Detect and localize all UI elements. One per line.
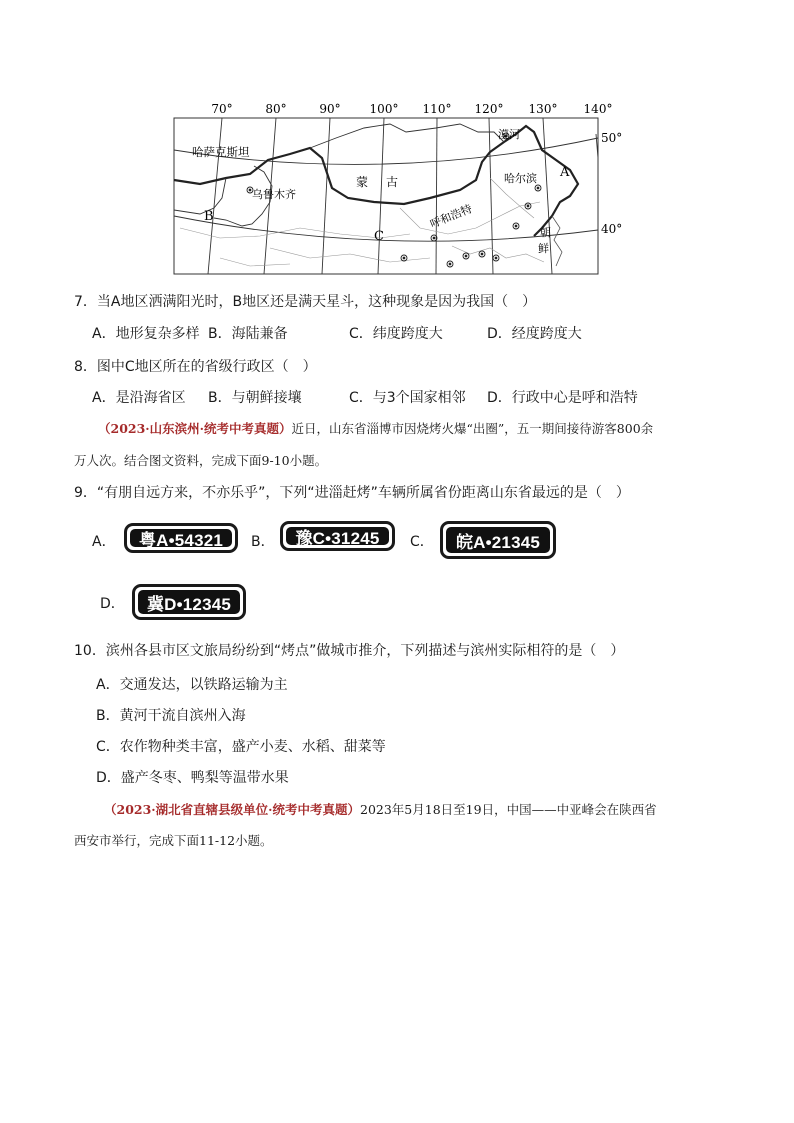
map-label-hohhot: 呼和浩特 (428, 202, 474, 231)
map-label-mohe: 漠河 (498, 128, 520, 141)
question-8-option-c: C．与3个国家相邻 (349, 390, 466, 406)
lon-label: 140° (583, 102, 613, 116)
source-text: 近日，山东省淄博市因烧烤火爆“出圈”，五一期间接待游客800余 (291, 421, 654, 436)
map-figure (160, 98, 630, 278)
lon-label: 130° (528, 102, 558, 116)
question-7-option-b: B．海陆兼备 (208, 326, 288, 342)
source-note-2-line2: 西安市举行，完成下面11-12小题。 (74, 833, 273, 848)
map-label-harbin: 哈尔滨 (504, 172, 537, 185)
lon-label: 120° (474, 102, 504, 116)
lon-label: 90° (319, 102, 341, 116)
map-point-a: A (560, 165, 570, 180)
map-label-urumqi: 乌鲁木齐 (252, 188, 296, 201)
license-plate-b (280, 521, 395, 551)
source-tag: （2023·湖北省直辖县级单位·统考中考真题） (104, 802, 360, 817)
source-text: 2023年5月18日至19日，中国——中亚峰会在陕西省 (360, 802, 657, 817)
plate-text: 豫C•31245 (286, 527, 389, 545)
map-svg (160, 98, 630, 278)
question-10-stem: 10．滨州各县市区文旅局纷纷到“烤点”做城市推介，下列描述与滨州实际相符的是（ ） (74, 643, 625, 659)
question-8-stem: 8．图中C地区所在的省级行政区（ ） (74, 359, 317, 375)
question-9-option-b-label: B． (251, 534, 275, 550)
source-note-1 (98, 420, 653, 438)
source-tag: （2023·山东滨州·统考中考真题） (98, 421, 292, 436)
question-9-option-a-label: A． (92, 534, 116, 550)
license-plate-c (440, 521, 556, 559)
question-9-option-c-label: C． (410, 534, 434, 550)
question-10-option-b: B．黄河干流自滨州入海 (96, 708, 246, 724)
map-point-b: B (204, 209, 214, 224)
question-7-option-a: A．地形复杂多样 (92, 326, 200, 342)
lon-label: 110° (422, 102, 452, 116)
question-8-option-a: A．是沿海省区 (92, 390, 186, 406)
plate-text: 皖A•21345 (446, 527, 550, 553)
lat-label: 50° (601, 131, 623, 145)
question-8-option-d: D．行政中心是呼和浩特 (487, 390, 638, 406)
license-plate-d (132, 584, 246, 620)
map-label-korea: 鲜 (538, 242, 549, 255)
map-label-mongolia: 蒙 (356, 175, 369, 189)
question-7-stem: 7．当A地区洒满阳光时，B地区还是满天星斗，这种现象是因为我国（ ） (74, 294, 537, 310)
map-label-mongolia: 古 (386, 175, 399, 189)
question-7-option-d: D．经度跨度大 (487, 326, 582, 342)
license-plate-a (124, 523, 238, 553)
source-note-2 (104, 801, 657, 819)
plate-text: 冀D•12345 (138, 590, 240, 614)
source-note-1-line2: 万人次。结合图文资料，完成下面9-10小题。 (74, 453, 328, 468)
question-10-option-c: C．农作物种类丰富，盛产小麦、水稻、甜菜等 (96, 739, 386, 755)
question-8-option-b: B．与朝鲜接壤 (208, 390, 302, 406)
map-label-korea: 朝 (540, 226, 551, 239)
question-9-option-d-label: D． (100, 596, 125, 612)
lon-label: 80° (265, 102, 287, 116)
question-10-option-d: D．盛产冬枣、鸭梨等温带水果 (96, 770, 289, 786)
map-frame (174, 118, 598, 274)
map-label-kazakhstan: 哈萨克斯坦 (192, 145, 250, 159)
question-10-option-a: A．交通发达，以铁路运输为主 (96, 677, 288, 693)
lon-label: 100° (369, 102, 399, 116)
plate-text: 粤A•54321 (130, 529, 232, 547)
lat-label: 40° (601, 222, 623, 236)
question-7-option-c: C．纬度跨度大 (349, 326, 443, 342)
map-point-c: C (374, 229, 384, 244)
question-9-stem: 9．“有朋自远方来，不亦乐乎”，下列“进淄赶烤”车辆所属省份距离山东省最远的是（ ） (74, 485, 630, 501)
lon-label: 70° (211, 102, 233, 116)
